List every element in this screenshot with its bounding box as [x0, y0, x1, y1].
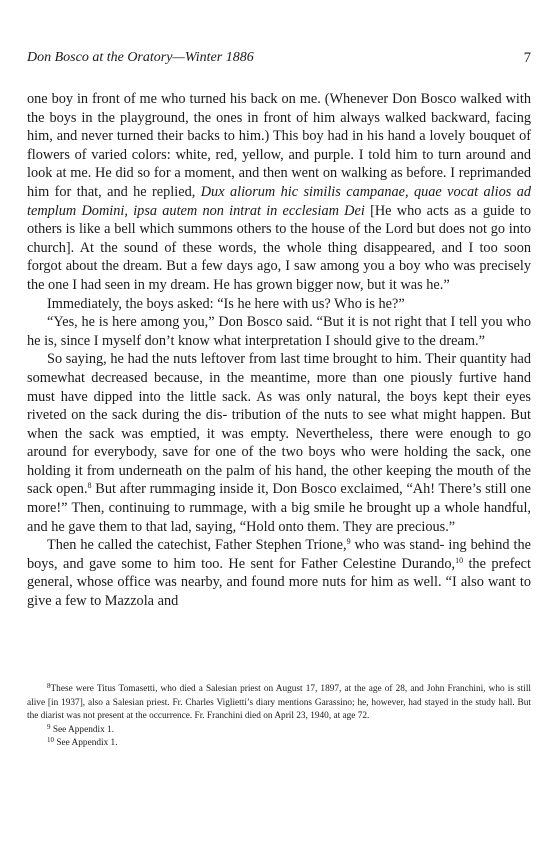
paragraph-1-end: [He who acts as a guide to others is like a bell which summons others to the house of the Lord but does not go into church]. At the sound of these words, the whole thing disappeared, and I too soon forgot about the dream. But a few days ago, I saw among you a boy who was precisely the one I had seen in my dream. He has grown bigger now, but it was he.” — [27, 202, 531, 293]
paragraph-5-text-b: who was stand- ing behind the boys, and gave some to him too. He sent for Father Celestine Durando, — [27, 537, 532, 572]
latin-quotation: Dux aliorum hic similis campanae, quae vocat alios ad templum Domini, ipsa autem non intrat in ecclesiam Dei — [27, 183, 532, 219]
paragraph-4-text-a: So saying, he had the nuts leftover from last time brought to him. Their quantity had somewhat decreased because, in the meantime, more than one piously furtive hand must have dipped into the little sack. As was only natural, the boys kept their eyes riveted on the sack during the dis- tribution of the nuts to see what might happen. But when the sack was emptied, it was empty. Nevertheless, there were enough to go around for everybody, save for one of the two boys who were holding the sack, one holding it from underneath on the palm of his hand, the other keeping the mouth of the sack open. — [27, 351, 531, 498]
footnote-ref-10[interactable]: 10 — [455, 555, 464, 565]
footnote-8 — [27, 683, 531, 724]
footnote-ref-9[interactable]: 9 — [346, 537, 351, 547]
paragraph-1-text: one boy in front of me who turned his back on me. (Whenever Don Bosco walked with the boys in the playground, the ones in front of him always walked backward, facing him, and never turned their backs to him.) This boy had in his hand a lovely bouquet of flowers of varied colors: white, red, yellow, and purple. I told him to turn around and look at me. He did so for a moment, and then went on walking as before. I reprimanded him for that, and he replied, — [27, 91, 531, 200]
page-number: 7 — [523, 50, 531, 66]
footnote-9-mark: 9 — [47, 722, 51, 731]
running-title: Don Bosco at the Oratory—Winter 1886 — [27, 50, 254, 65]
footnote-9 — [27, 724, 531, 738]
paragraph-5-text-a: Then he called the catechist, Father Stephen Trione, — [47, 537, 347, 554]
footnote-10-mark: 10 — [47, 736, 54, 744]
footnote-10-text: See Appendix 1. — [54, 738, 118, 748]
paragraph-5-text-c: the prefect general, whose office was nearby, and found more nuts for him as well. “I also want to give a few to Mazzola and — [27, 555, 532, 610]
paragraph-4-text-b: But after rummaging inside it, Don Bosco exclaimed, “Ah! There’s still one more!” Then, continuing to rummage, with a big smile he brought up a whole handful, and he gave them to that lad, saying, “Hold onto them. They are precious.” — [27, 481, 531, 535]
footnotes — [27, 683, 531, 751]
book-page — [27, 0, 531, 852]
body-text — [27, 90, 531, 611]
paragraph-5 — [27, 536, 531, 610]
paragraph-3: “Yes, he is here among you,” Don Bosco said. “But it is not right that I tell you who he is, since I myself don’t know what interpretation I should give to the dream.” — [27, 314, 531, 349]
footnote-9-text: See Appendix 1. — [50, 724, 115, 735]
paragraph-1 — [27, 90, 531, 295]
footnote-ref-8[interactable]: 8 — [87, 481, 92, 491]
running-head — [27, 48, 531, 68]
footnote-8-text: These were Titus Tomasetti, who died a Salesian priest on August 17, 1897, at the age of 28, and John Franchini, who is still alive [in 1937], also a Salesian priest. Fr. Charles Viglietti’s diary mentions Garassino; he, however, had stayed in the study hall. But the diarist was not present at the occurrence. Fr. Franchini died on April 23, 1940, at age 72. — [27, 684, 531, 721]
footnote-10 — [27, 737, 531, 751]
footnote-8-mark: 8 — [47, 682, 51, 690]
paragraph-2: Immediately, the boys asked: “Is he here with us? Who is he?” — [47, 295, 405, 312]
paragraph-4 — [27, 350, 531, 536]
